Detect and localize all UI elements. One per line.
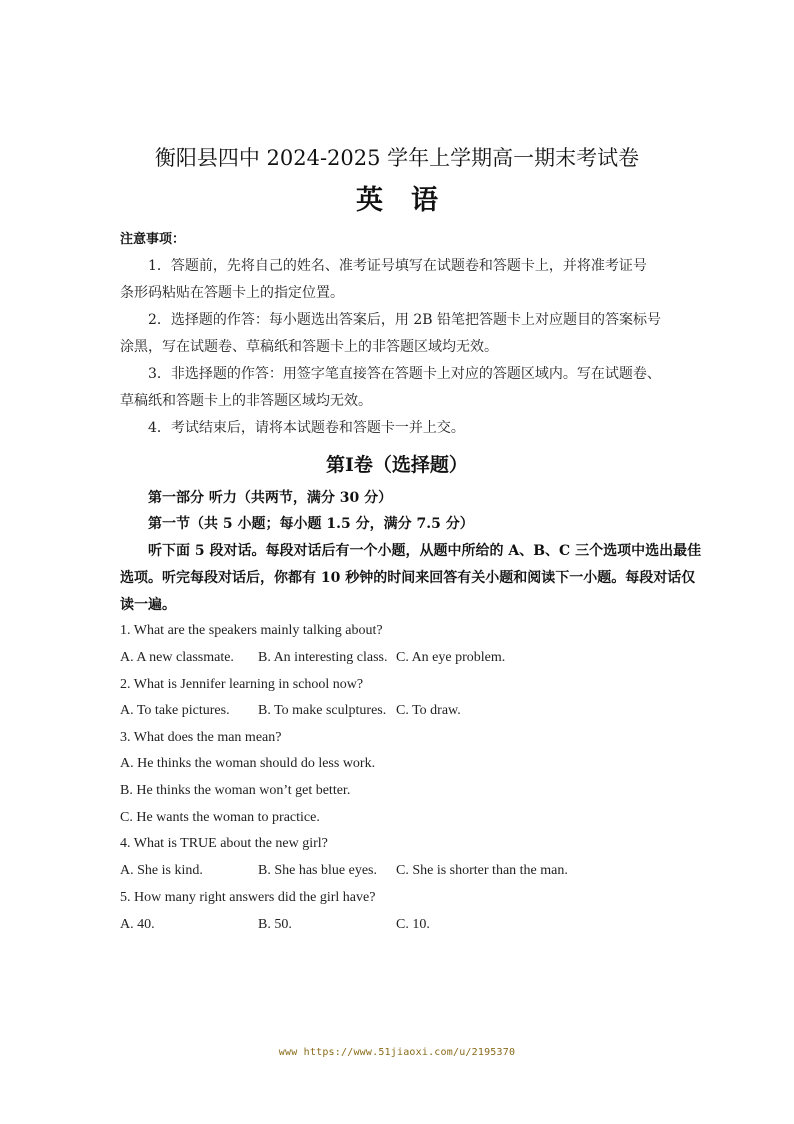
question-1-option-c: C. An eye problem. [396, 650, 506, 665]
section-title: 第Ⅰ卷（选择题） [326, 454, 468, 476]
notice-line-6: 草稿纸和答题卡上的非答题区域均无效。 [120, 393, 372, 409]
question-1-option-a: A. A new classmate. [120, 650, 234, 665]
notice-line-3: 2．选择题的作答：每小题选出答案后，用 2B 铅笔把答题卡上对应题目的答案标号 [148, 312, 662, 328]
instruction-line-3: 读一遍。 [120, 597, 176, 613]
question-1-stem: 1. What are the speakers mainly talking about? [120, 623, 383, 638]
question-3-option-b: B. He thinks the woman won’t get better. [120, 783, 351, 798]
footer-url: www https://www.51jiaoxi.com/u/2195370 [278, 1047, 516, 1058]
notice-line-4: 涂黑，写在试题卷、草稿纸和答题卡上的非答题区域均无效。 [120, 339, 498, 355]
question-3-option-a: A. He thinks the woman should do less work. [120, 756, 376, 771]
subject-title: 英语 [356, 185, 466, 216]
question-1-option-b: B. An interesting class. [258, 650, 388, 665]
exam-title: 衡阳县四中 2024-2025 学年上学期高一期末考试卷 [154, 146, 640, 170]
question-2-option-a: A. To take pictures. [120, 703, 230, 718]
instruction-line-2: 选项。听完每段对话后，你都有 10 秒钟的时间来回答有关小题和阅读下一小题。每段对话仅 [120, 570, 696, 586]
notice-heading: 注意事项： [120, 232, 186, 247]
question-2-option-b: B. To make sculptures. [258, 703, 387, 718]
question-4-stem: 4. What is TRUE about the new girl? [120, 836, 328, 851]
question-5-option-a: A. 40. [120, 917, 155, 932]
question-5-stem: 5. How many right answers did the girl have? [120, 890, 376, 905]
question-3-stem: 3. What does the man mean? [120, 730, 282, 745]
question-4-option-a: A. She is kind. [120, 863, 203, 878]
notice-line-1: 1．答题前，先将自己的姓名、准考证号填写在试题卷和答题卡上，并将准考证号 [148, 258, 647, 274]
question-3-option-c: C. He wants the woman to practice. [120, 810, 320, 825]
part-heading: 第一部分 听力（共两节，满分 30 分） [148, 490, 393, 506]
instruction-line-1: 听下面 5 段对话。每段对话后有一个小题，从题中所给的 A、B、C 三个选项中选出最佳 [148, 543, 702, 559]
question-4-option-c: C. She is shorter than the man. [396, 863, 568, 878]
question-2-stem: 2. What is Jennifer learning in school now? [120, 677, 364, 692]
question-2-option-c: C. To draw. [396, 703, 461, 718]
question-5-option-c: C. 10. [396, 917, 430, 932]
subsection-heading: 第一节（共 5 小题；每小题 1.5 分，满分 7.5 分） [148, 516, 474, 532]
question-5-option-b: B. 50. [258, 917, 292, 932]
notice-line-2: 条形码粘贴在答题卡上的指定位置。 [120, 285, 344, 301]
notice-line-5: 3．非选择题的作答：用签字笔直接答在答题卡上对应的答题区域内。写在试题卷、 [148, 366, 661, 382]
notice-line-7: 4．考试结束后，请将本试题卷和答题卡一并上交。 [148, 420, 465, 436]
question-4-option-b: B. She has blue eyes. [258, 863, 377, 878]
